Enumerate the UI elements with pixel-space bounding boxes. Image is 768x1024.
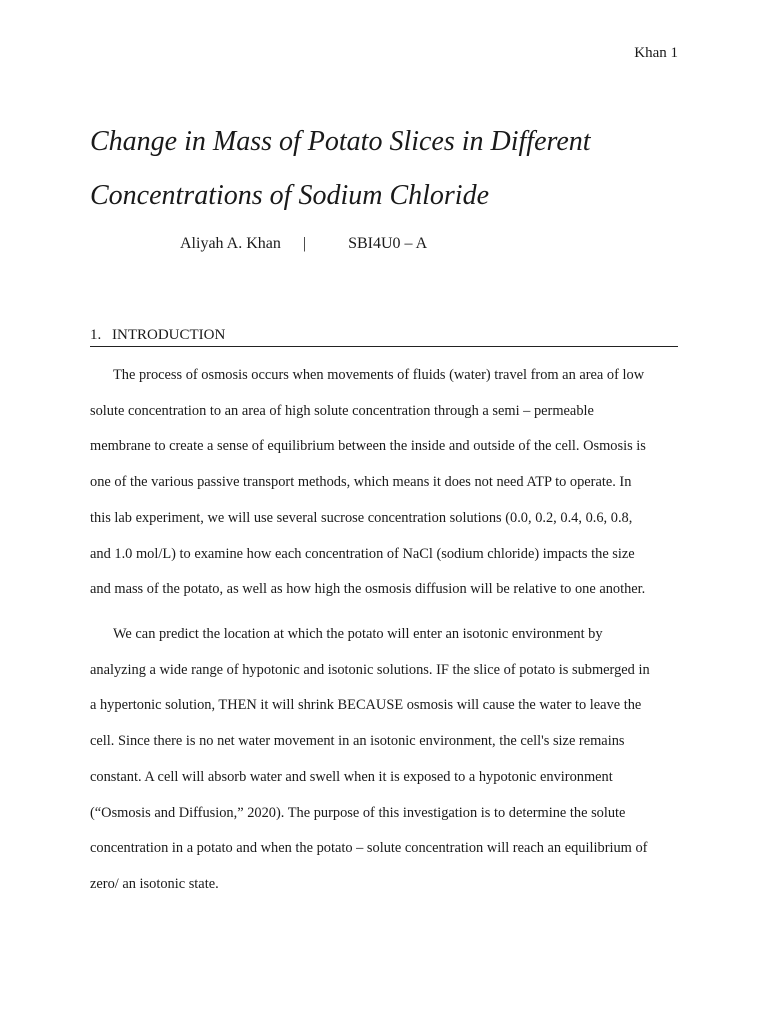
paragraph-line: (“Osmosis and Diffusion,” 2020). The purpose of this investigation is to determine the solute [90,804,626,821]
course-code: SBI4U0 – A [348,235,428,252]
paragraph-line: We can predict the location at which the potato will enter an isotonic environment by [113,626,603,642]
paragraph-line: cell. Since there is no net water movement in an isotonic environment, the cell's size remains [90,733,625,750]
paragraph-line: and 1.0 mol/L) to examine how each concentration of NaCl (sodium chloride) impacts the size [90,545,635,562]
paragraph-line: constant. A cell will absorb water and swell when it is exposed to a hypotonic environment [90,768,613,785]
paragraph-2 [90,617,680,903]
section-heading-introduction [90,327,678,347]
paragraph-line: this lab experiment, we will use several sucrose concentration solutions (0.0, 0.2, 0.4, 0.6, 0.8, [90,509,633,526]
title-line-2: Concentrations of Sodium Chloride [90,180,489,211]
author-separator: | [302,235,307,252]
document-title [90,115,690,223]
paragraph-line: zero/ an isotonic state. [90,875,219,892]
paragraph-line: solute concentration to an area of high solute concentration through a semi – permeable [90,402,594,419]
section-number: 1. [90,327,102,343]
author-name: Aliyah A. Khan [180,235,281,252]
paragraph-line: one of the various passive transport methods, which means it does not need ATP to operate. In [90,474,632,491]
title-line-1: Change in Mass of Potato Slices in Different [90,126,591,157]
paragraph-line: concentration in a potato and when the potato – solute concentration will reach an equilibrium of [90,840,648,857]
section-title: INTRODUCTION [112,327,226,343]
paragraph-line: analyzing a wide range of hypotonic and isotonic solutions. IF the slice of potato is submerged in [90,661,650,678]
paragraph-1 [90,358,680,608]
paragraph-line: a hypertonic solution, THEN it will shrink BECAUSE osmosis will cause the water to leave the [90,697,642,714]
paragraph-line: membrane to create a sense of equilibrium between the inside and outside of the cell. Osmosis is [90,438,646,455]
paragraph-line: The process of osmosis occurs when movements of fluids (water) travel from an area of low [113,367,645,383]
paragraph-line: and mass of the potato, as well as how high the osmosis diffusion will be relative to one another. [90,581,646,598]
page-header: Khan 1 [634,45,678,61]
author-course-line [180,235,427,253]
